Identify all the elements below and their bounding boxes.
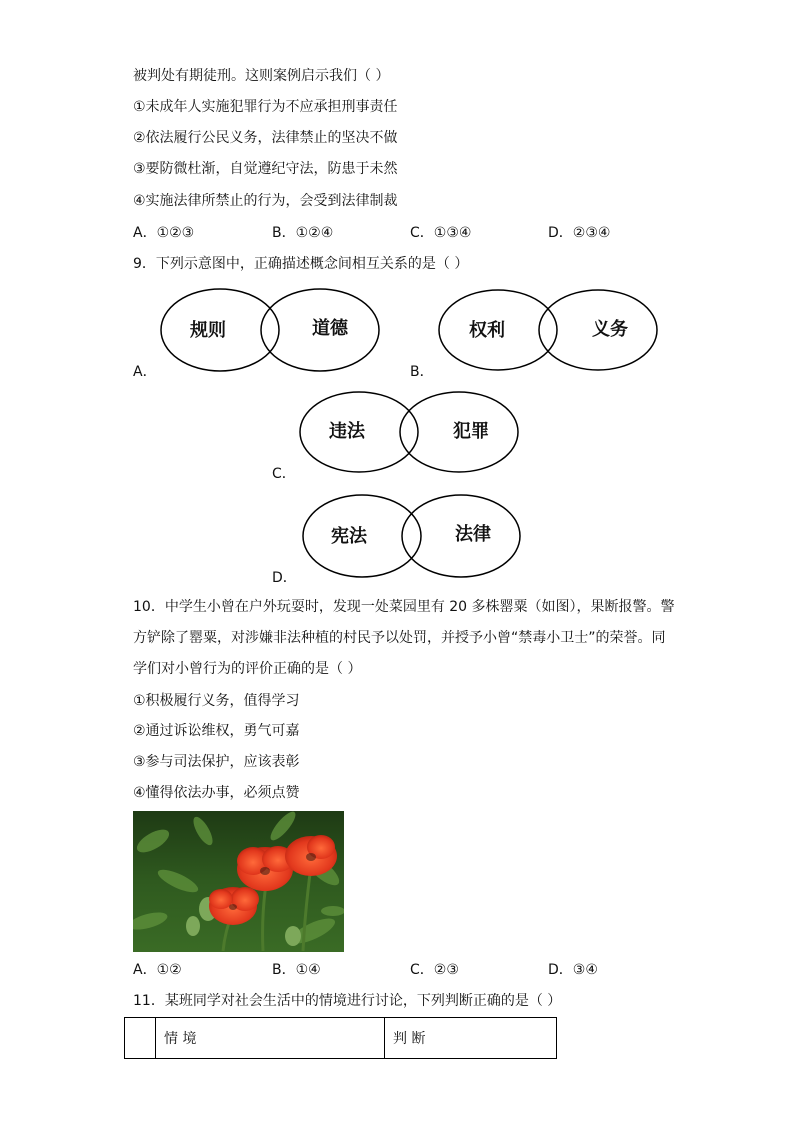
q10-statement-3: ③参与司法保护，应该表彰: [133, 754, 300, 770]
venn-c-option-label: C．: [272, 466, 296, 482]
venn-a-left-label: 规则: [190, 320, 226, 341]
q10-stem-line-1: 10．中学生小曾在户外玩耍时，发现一处菜园里有 20 多株罂粟（如图），果断报警。警: [133, 599, 675, 615]
q9-stem: 9．下列示意图中，正确描述概念间相互关系的是（ ）: [133, 256, 469, 272]
venn-a-option-label: A．: [133, 364, 157, 380]
q8-option-a[interactable]: A．①②③: [133, 225, 195, 241]
venn-c-left-label: 违法: [329, 421, 365, 442]
q8-option-c[interactable]: C．①③④: [410, 225, 472, 241]
venn-b-right-label: 义务: [592, 319, 628, 340]
q10-statement-4: ④懂得依法办事，必须点赞: [133, 785, 300, 801]
q8-option-b[interactable]: B．①②④: [272, 225, 334, 241]
venn-b-left-label: 权利: [469, 320, 505, 341]
q10-stem-line-2: 方铲除了罂粟，对涉嫌非法种植的村民予以处罚，并授予小曾“禁毒小卫士”的荣誉。同: [133, 630, 666, 646]
q8-statement-2: ②依法履行公民义务，法律禁止的坚决不做: [133, 130, 398, 146]
venn-diagram-c[interactable]: [299, 391, 521, 475]
q10-statement-2: ②通过诉讼维权，勇气可嘉: [133, 723, 300, 739]
q10-statement-1: ①积极履行义务，值得学习: [133, 693, 300, 709]
venn-d-option-label: D．: [272, 570, 297, 586]
q8-statement-3: ③要防微杜渐，自觉遵纪守法，防患于未然: [133, 161, 398, 177]
venn-diagram-a[interactable]: [160, 288, 382, 374]
q10-option-d[interactable]: D．③④: [548, 962, 598, 978]
table-header-row: [125, 1018, 557, 1059]
q10-options: [133, 960, 693, 980]
q10-option-b[interactable]: B．①④: [272, 962, 321, 978]
venn-a-right-label: 道德: [312, 318, 348, 339]
q8-statement-4: ④实施法律所禁止的行为，会受到法律制裁: [133, 193, 398, 209]
q10-stem-line-3: 学们对小曾行为的评价正确的是（ ）: [133, 661, 362, 677]
q8-options: [133, 223, 693, 243]
q8-option-d[interactable]: D．②③④: [548, 225, 611, 241]
table-header-blank: [125, 1018, 156, 1059]
q11-stem: 11．某班同学对社会生活中的情境进行讨论，下列判断正确的是（ ）: [133, 993, 562, 1009]
q8-statement-1: ①未成年人实施犯罪行为不应承担刑事责任: [133, 99, 398, 115]
q10-option-a[interactable]: A．①②: [133, 962, 182, 978]
q11-table: [124, 1017, 557, 1059]
venn-c-right-label: 犯罪: [453, 421, 489, 442]
poppy-photo: [133, 811, 344, 952]
venn-b-option-label: B．: [410, 364, 434, 380]
table-header-judgment: 判 断: [385, 1018, 557, 1059]
venn-diagram-b[interactable]: [438, 289, 660, 373]
venn-diagram-d[interactable]: [301, 494, 523, 580]
venn-d-left-label: 宪法: [331, 526, 367, 547]
venn-d-right-label: 法律: [455, 524, 491, 545]
q10-option-c[interactable]: C．②③: [410, 962, 459, 978]
q8-stem-tail: 被判处有期徒刑。这则案例启示我们（ ）: [133, 68, 390, 84]
table-header-situation: 情 境: [156, 1018, 385, 1059]
